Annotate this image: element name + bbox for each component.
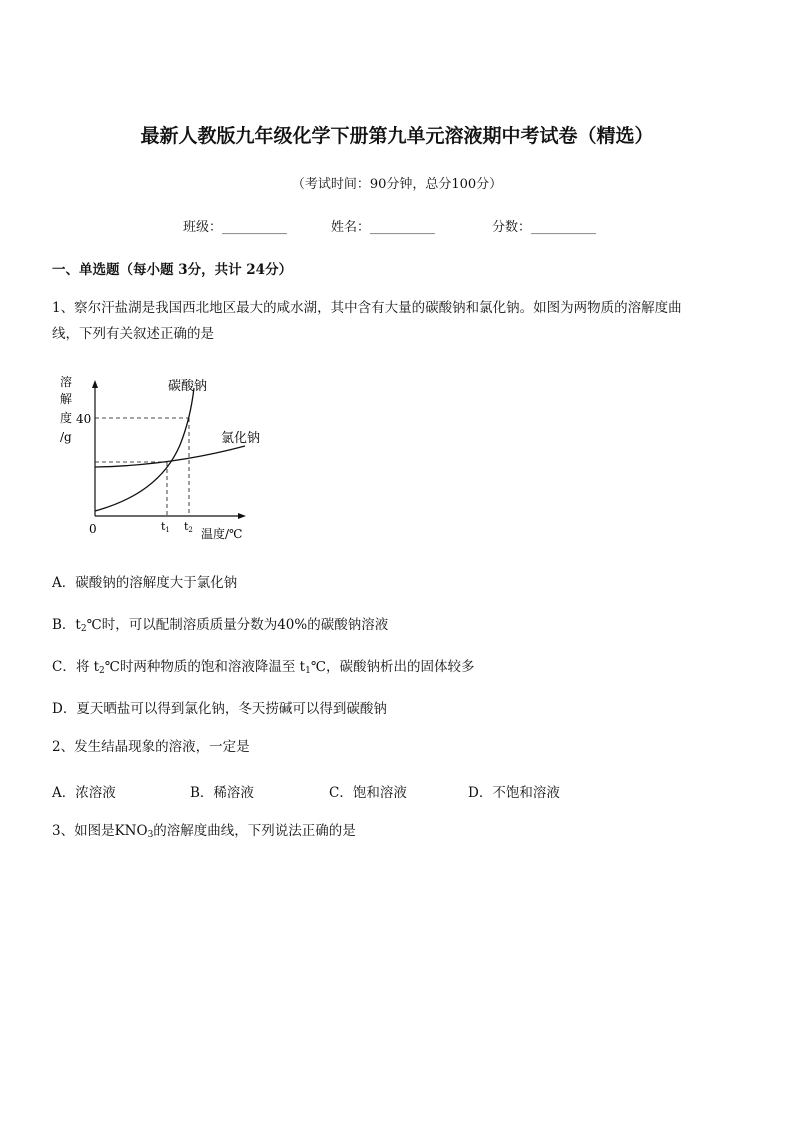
series-label-sodium-carbonate: 碳酸钠: [168, 379, 208, 394]
exam-info: （考试时间：90分钟，总分100分）: [291, 177, 503, 192]
q1-option-c-post: ℃，碳酸钠析出的固体较多: [310, 659, 475, 675]
q3-stem: [52, 819, 356, 848]
series-label-sodium-chloride: 氯化钠: [221, 431, 261, 446]
name-field: [331, 216, 435, 235]
section-heading: 一、单选题（每小题 3分，共计 24分）: [52, 262, 293, 278]
q1-option-c-sub2: 1: [305, 666, 311, 676]
q1-option-b-pre: B．t: [52, 617, 81, 633]
q2-stem: 2、发生结晶现象的溶液，一定是: [52, 739, 250, 755]
q1-option-c-pre: C．将 t: [52, 659, 100, 675]
q1-option-d[interactable]: D．夏天晒盐可以得到氯化钠，冬天捞碱可以得到碳酸钠: [52, 701, 387, 717]
q1-option-c[interactable]: [52, 655, 474, 676]
solubility-chart: [55, 370, 285, 550]
q1-option-c-mid: ℃时两种物质的饱和溶液降温至 t: [104, 659, 306, 675]
origin-label: 0: [89, 522, 97, 536]
x-tick-t1: [161, 520, 170, 534]
q3-stem-pre: 3、如图是KNO: [52, 823, 148, 839]
q1-option-c-sub1: 2: [99, 666, 105, 676]
solubility-chart-svg: [55, 370, 285, 550]
x-axis-arrow: [238, 513, 246, 519]
class-label: 班级：: [183, 220, 223, 235]
name-blank[interactable]: __________: [370, 220, 436, 235]
y-label-unit: /g: [60, 430, 72, 444]
x-tick-t2-sub: 2: [188, 526, 193, 534]
score-label: 分数：: [492, 220, 532, 235]
q1-stem-line1: 1、察尔汗盐湖是我国西北地区最大的咸水湖，其中含有大量的碳酸钠和氯化钠。如图为两物质的溶解度曲: [52, 300, 682, 316]
class-blank[interactable]: __________: [222, 220, 288, 235]
x-axis-label: 温度/℃: [201, 527, 243, 541]
y-axis-arrow: [92, 380, 98, 388]
q2-option-c[interactable]: C．饱和溶液: [329, 785, 407, 801]
q1-option-b-sub: 2: [80, 624, 87, 634]
y-label-char-3: 度: [60, 411, 73, 425]
y-label-char-2: 解: [60, 392, 73, 406]
x-tick-t1-sub: 1: [165, 526, 170, 534]
x-tick-t2-name: t: [184, 520, 189, 533]
class-field: [183, 216, 287, 235]
q2-option-d[interactable]: D．不饱和溶液: [468, 785, 560, 801]
x-tick-t1-name: t: [161, 520, 166, 533]
q1-option-b-post: ℃时，可以配制溶质质量分数为40%的碳酸钠溶液: [86, 617, 389, 633]
q2-option-a[interactable]: A．浓溶液: [52, 785, 116, 801]
name-label: 姓名：: [331, 220, 371, 235]
score-field: [492, 216, 596, 235]
q3-stem-post: 的溶解度曲线，下列说法正确的是: [153, 823, 356, 839]
q1-option-b[interactable]: [52, 613, 388, 634]
q1-stem-line2: 线，下列有关叙述正确的是: [52, 326, 214, 342]
score-blank[interactable]: __________: [531, 220, 597, 235]
q3-stem-sub: 3: [147, 830, 154, 840]
q2-option-b[interactable]: B．稀溶液: [190, 785, 254, 801]
series-sodium-carbonate-curve: [95, 388, 194, 511]
y-tick-40: 40: [76, 412, 92, 426]
q1-option-a[interactable]: A．碳酸钠的溶解度大于氯化钠: [52, 575, 238, 591]
page-title: 最新人教版九年级化学下册第九单元溶液期中考试卷（精选）: [140, 125, 654, 147]
x-tick-t2: [184, 520, 193, 534]
y-label-char-1: 溶: [60, 375, 73, 389]
